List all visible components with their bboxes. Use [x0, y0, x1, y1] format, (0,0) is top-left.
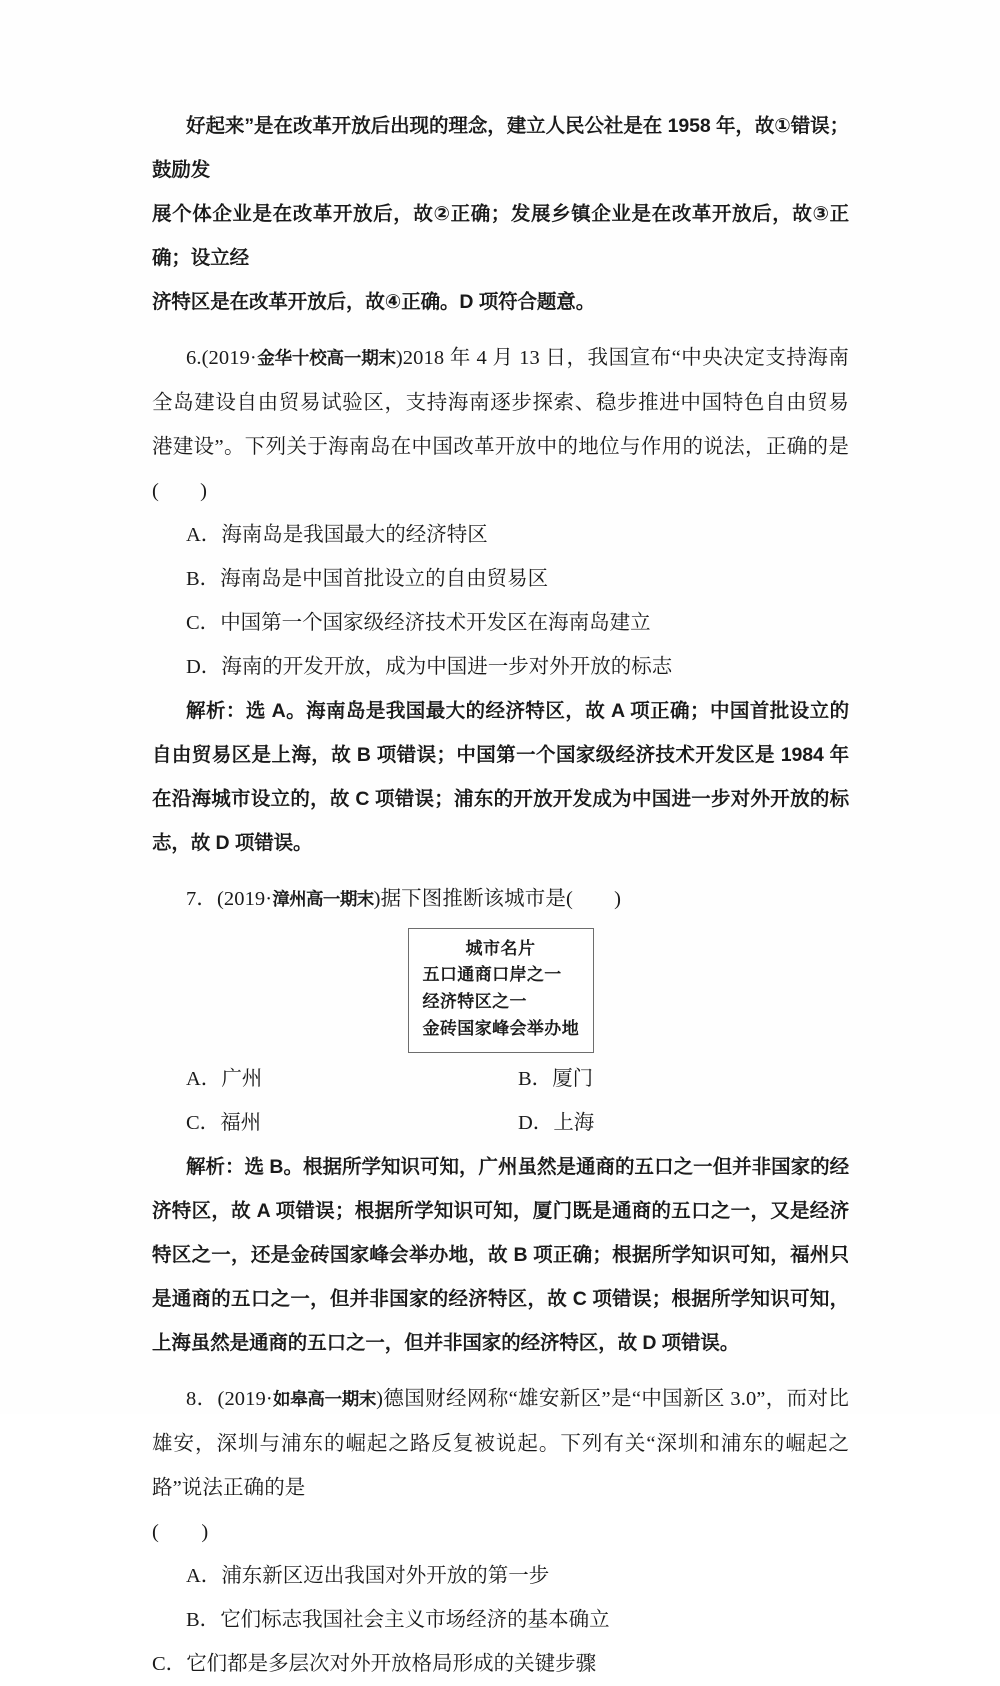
question-8-source-close: )	[376, 1388, 384, 1410]
option-text: 浦东新区迈出我国对外开放的第一步	[221, 1565, 550, 1587]
question-6-number: 6.	[186, 347, 202, 369]
option-marker: C．	[186, 612, 221, 634]
question-6-option-b[interactable]	[152, 557, 849, 601]
question-6-option-c[interactable]	[152, 601, 849, 645]
question-7-stem-text: 据下图推断该城市是( )	[380, 888, 622, 910]
question-7-number: 7．	[186, 888, 217, 910]
option-text: 中国第一个国家级经济技术开发区在海南岛建立	[220, 612, 651, 634]
option-text: 上海	[553, 1112, 595, 1134]
option-text: 广州	[221, 1068, 263, 1090]
option-text: 厦门	[552, 1068, 594, 1090]
option-marker: B．	[186, 568, 221, 590]
continuation-line-3: 济特区是在改革开放后，故④正确。D 项符合题意。	[152, 291, 596, 313]
option-marker: A．	[186, 1565, 222, 1587]
option-text: 海南岛是中国首批设立的自由贸易区	[220, 568, 549, 590]
city-card-line-1: 五口通商口岸之一	[422, 965, 562, 985]
option-text: 海南的开发开放，成为中国进一步对外开放的标志	[221, 656, 673, 678]
option-marker: A．	[186, 524, 222, 546]
question-7-options-row-2	[152, 1101, 849, 1145]
city-card-line-3: 金砖国家峰会举办地	[422, 1019, 580, 1039]
option-marker: D．	[186, 656, 222, 678]
question-7-option-b[interactable]	[518, 1057, 593, 1101]
continuation-explanation-block	[152, 104, 849, 324]
question-8-stem-text: 德国财经网称“雄安新区”是“中国新区 3.0”，而对比雄安，深圳与浦东的崛起之路反复被说起。下列有关“深圳和浦东的崛起之路”说法正确的是	[152, 1388, 849, 1499]
option-marker: C．	[152, 1653, 187, 1675]
option-text: 它们标志我国社会主义市场经济的基本确立	[220, 1609, 610, 1631]
question-6-stem-text: 2018 年 4 月 13 日，我国宣布“中央决定支持海南全岛建设自由贸易试验区，支持海南逐步探索、稳步推进中国特色自由贸易港建设”。下列关于海南岛在中国改革开放中的地位与作用的说法，正确的是( )	[152, 347, 850, 502]
question-6-source-open: (2019·	[201, 347, 257, 369]
text-column	[152, 104, 849, 1686]
question-8	[152, 1377, 849, 1686]
city-card-line-2: 经济特区之一	[422, 992, 527, 1012]
question-6-stem	[152, 336, 849, 513]
question-6-source-close: )	[395, 347, 403, 369]
option-marker: D．	[518, 1112, 554, 1134]
spacer	[152, 324, 849, 336]
spacer	[152, 1365, 849, 1377]
spacer	[152, 865, 849, 877]
question-7-source-open: (2019·	[216, 888, 273, 910]
question-7-source: 漳州高一期末	[272, 890, 374, 910]
question-7-explanation: 解析：选 B。根据所学知识可知，广州虽然是通商的五口之一但并非国家的经济特区，故 A 项错误；根据所学知识可知，厦门既是通商的五口之一，又是经济特区之一，还是金砖国家峰会举办地，故 B 项正确；根据所学知识可知，福州只是通商的五口之一，但并非国家的经济特区，故 C 项错误；根据所学知识可知，上海虽然是通商的五口之一，但并非国家的经济特区，故 D 项错误。	[152, 1156, 849, 1354]
option-marker: B．	[186, 1609, 221, 1631]
question-7-source-close: )	[373, 888, 381, 910]
city-card-figure-wrapper	[152, 928, 849, 1053]
continuation-line-1: 好起来”是在改革开放后出现的理念，建立人民公社是在 1958 年，故①错误；鼓励发	[152, 115, 849, 181]
option-text: 海南岛是我国最大的经济特区	[221, 524, 488, 546]
question-6	[152, 336, 849, 865]
question-7-option-d[interactable]	[518, 1101, 594, 1145]
question-8-option-a[interactable]	[152, 1554, 849, 1598]
question-8-option-b[interactable]	[152, 1598, 849, 1642]
option-text: 福州	[220, 1112, 262, 1134]
question-6-option-a[interactable]	[152, 513, 849, 557]
option-marker: C．	[186, 1112, 221, 1134]
option-marker: B．	[518, 1068, 553, 1090]
option-marker: A．	[186, 1068, 222, 1090]
question-7-options-row-1	[152, 1057, 849, 1101]
question-6-source: 金华十校高一期末	[256, 349, 396, 369]
question-6-explanation: 解析：选 A。海南岛是我国最大的经济特区，故 A 项正确；中国首批设立的自由贸易区是上海，故 B 项错误；中国第一个国家级经济技术开发区是 1984 年在沿海城市设立的，故 C 项错误；浦东的开放开发成为中国进一步对外开放的标志，故 D 项错误。	[152, 700, 849, 854]
question-7	[152, 877, 849, 1365]
question-8-stem	[152, 1377, 849, 1510]
continuation-line-2: 展个体企业是在改革开放后，故②正确；发展乡镇企业是在改革开放后，故③正确；设立经	[152, 203, 849, 269]
city-card-figure	[408, 928, 594, 1053]
question-6-option-d[interactable]	[152, 645, 849, 689]
question-7-option-a[interactable]	[186, 1057, 518, 1101]
question-8-source-open: (2019·	[217, 1388, 273, 1410]
question-8-answer-blank[interactable]: ( )	[152, 1521, 209, 1543]
question-7-option-c[interactable]	[186, 1101, 518, 1145]
question-8-option-c[interactable]	[152, 1642, 849, 1686]
option-text: 它们都是多层次对外开放格局形成的关键步骤	[186, 1653, 597, 1675]
question-8-source: 如皋高一期末	[272, 1390, 377, 1410]
question-7-stem	[152, 877, 849, 922]
city-card-title: 城市名片	[465, 939, 536, 959]
question-8-number: 8．	[186, 1388, 218, 1410]
